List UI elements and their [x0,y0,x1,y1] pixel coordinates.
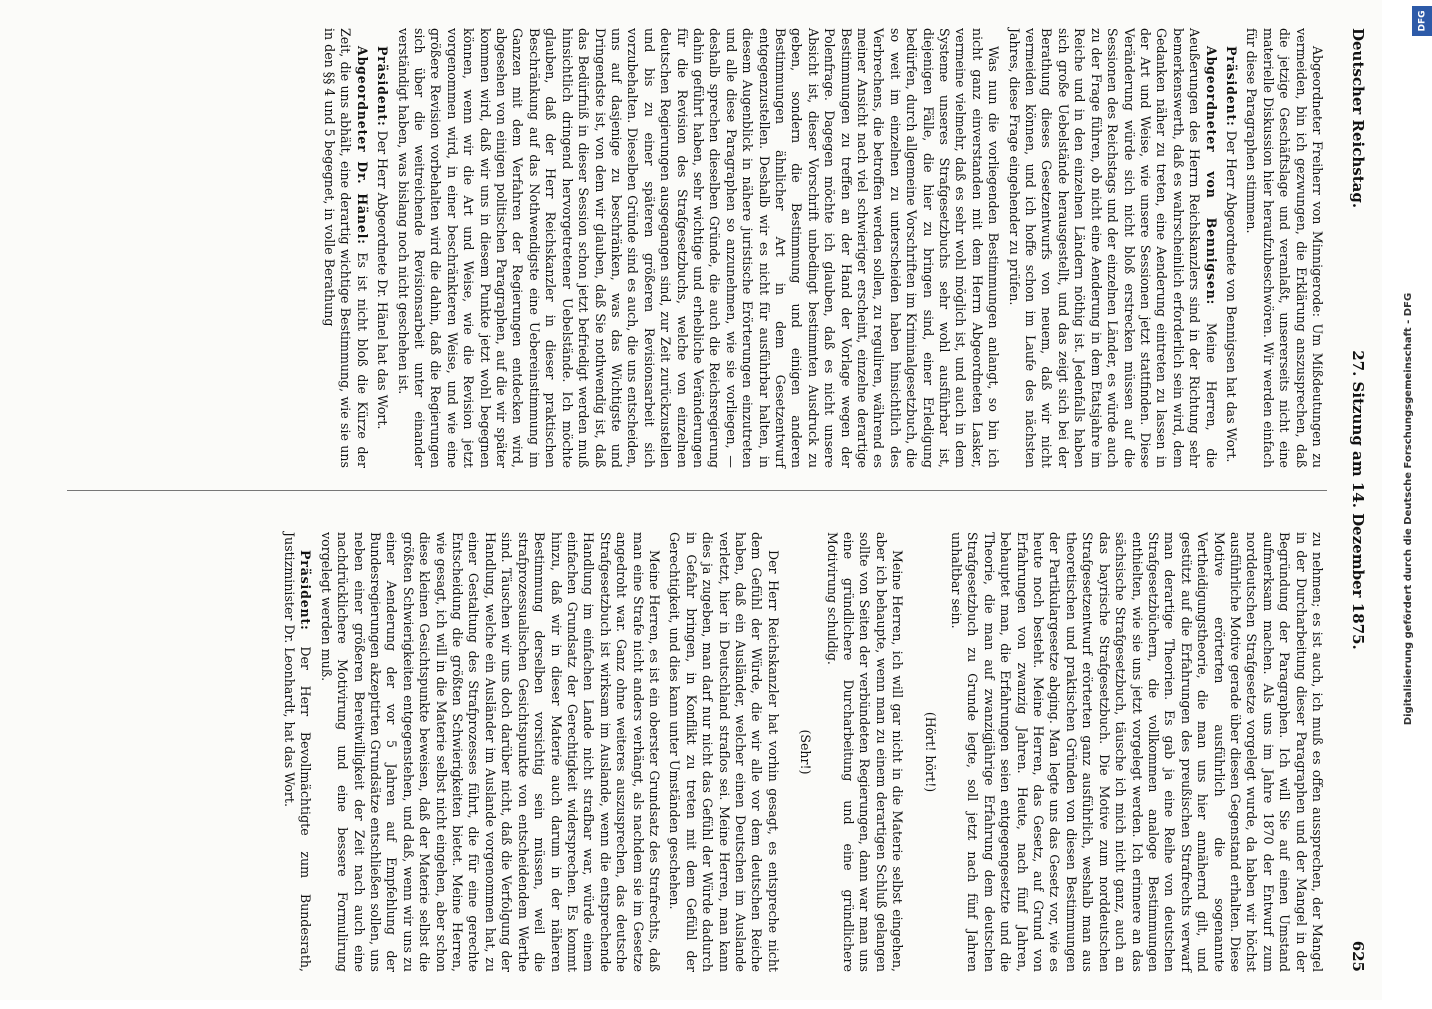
paragraph [281,532,314,972]
paragraph-text: Der Herr Abgeordnete Dr. Hänel hat das Wort. [375,130,391,430]
right-column [15,532,1325,972]
speaker-label: Präsident: [375,46,391,127]
digitization-note: Digitalisierung gefördert durch die Deutsche Forschungsgemeinschaft - DFG [1403,292,1414,726]
dfg-logo-text: DFG [1417,10,1428,32]
paragraph-text: Der Herr Bevollmächtigte zum Bundesrath, Justizminister Dr. Leonhardt, hat das Wort. [282,532,314,972]
column-divider [67,490,1327,491]
reaction: (Sehr!) [798,729,814,775]
paragraph-text: Meine Herren, die Aeußerungen des Herrn Reichskanzlers sind in der Richtung sehr bemerkenswerth, daß es wahrscheinlich erforderlich sein wird, dem Gedanken näher zu treten, eine Aenderung eintreten zu lassen in der Art und Weise, wie unsere Sessionen jetzt stattfinden. Diese Veränderung würde sich nicht bloß erstrecken müssen auf die Sessionen des Reichstags und der einzelnen Länder, es würde auch zu der Frage führen, ob nicht eine Aenderung in dem Etatsjahre im Reiche und in den einzelnen Ländern nöthig ist. Jedenfalls haben sich große Uebelstände herausgestellt, und das zeigt sich bei der Berathung dieses Gesetzentwurfs von neuem, daß wir nicht vermeiden können, und ich hoffe schon im Laufe des nächsten Jahres, diese Frage eingehender zu prüfen. [1006,28,1219,468]
header-session: 27. Sitzung am 14. Dezember 1875. [1349,350,1367,650]
paragraph: Meine Herren, ich will gar nicht in die Materie selbst eingehen, aber ich behaupte, wenn man zu einem derartigen Schluß gelangen sollte von Seiten der verbündeten Regierungen, dann war man uns eine gründlichere Durcharbeitung und eine gründlichere Motivirung schuldig. [824,532,906,972]
speaker-label: Präsident: [298,550,314,631]
left-column [15,28,1325,468]
speaker-label: Präsident: [1223,46,1239,127]
reaction: (Hört! hört!) [922,711,938,793]
header-publication: Deutscher Reichstag. [1349,28,1367,209]
paragraph-text: Der Herr Abgeordnete von Bennigsen hat das Wort. [1223,130,1239,463]
page-header [1341,28,1375,972]
paragraph [1005,28,1218,468]
page-number: 625 [1349,940,1367,972]
paragraph: Meine Herren, es ist ein oberster Grundsatz des Strafrechts, daß man eine Strafe nicht anders verhängt, als nachdem sie im Gesetze angedroht war. Ganz ohne weiteres auszusprechen, das deutsche Strafgesetzbuch ist wirksam im Auslande, wenn die entsprechende Handlung im einfachen Lande nicht strafbar war, würde einem einfachen Grundsatz der Gerechtigkeit widersprechen. Es kommt hinzu, daß wir in dieser Materie auch darum in der näheren Bestimmung derselben vorsichtig sein müssen, weil die strafprozessualischen Gesichtspunkte von entscheidendem Werthe sind. Täuschen wir uns doch darüber nicht, daß die Verfolgung der Handlung, welche ein Ausländer im Auslande vorgenommen hat, zu einer Gestaltung des Strafprozesses führt, die für eine gerechte Entscheidung die größten Schwierigkeiten bietet. Meine Herren, wie gesagt, ich will in die Materie selbst nicht eingehen, aber schon diese kleinen Gesichtspunkte beweisen, daß der Materie selbst die größten Schwierigkeiten entgegenstehen, und daß, wenn wir uns zu einer Aenderung der vor 5 Jahren auf Empfehlung der Bundesregierungen akzeptirten Grundsätze entschließen sollen, uns neben einer größeren Bereitwilligkeit der Zeit nach auch eine nachdrücklichere Motivirung und eine bessere Formulirung vorgelegt werden muß. [318,532,662,972]
paragraph [374,28,390,468]
digitization-sidebar [1382,0,1432,1000]
paragraph: Was nun die vorliegenden Bestimmungen anlangt, so bin ich nicht ganz einverstanden mit dem Herrn Abgeordneten Lasker, vermeine vielmehr, daß es sehr wohl möglich ist, und auch in dem Systeme unseres Strafgesetzbuchs sehr wohl ausführbar ist, diejenigen Fälle, die hier zu bringen sind, einer Erledigung bedürfen, durch allgemeine Vorschriften im Kriminalgesetzbuch, die so weit im einzelnen zu unterscheiden haben hinsichtlich des Verbrechens, die betroffen werden sollen, zu reguliren, während es meiner Ansicht nach viel schwieriger erscheint, einzelne derartige Bestimmungen zu treffen an der Hand der Vorlage wegen der Polenfrage. Dagegen möchte ich glauben, daß es nicht unsere Absicht ist, dieser Vorschrift unbedingt bestimmten Ausdruck zu geben, sondern die Bestimmung und einigen anderen Bestimmungen ähnlicher Art in dem Gesetzentwurf entgegenzustellen. Deshalb wir es nicht für ausführbar halten, in diesem Augenblick in nähere juristische Erörterungen einzutreten und alle diese Paragraphen so anzunehmen, wie sie vorliegen, — deshalb sprechen dieselben Gründe, die auch die Reichsregierung dahin geführt haben, sehr wichtige und erhebliche Veränderungen für die Revision des Strafgesetzbuchs, welche von einzelnen deutschen Regierungen ausgegangen sind, zur Zeit zurückzustellen und bis zu einer späteren größeren Revisionsarbeit sich vorzubehalten. Dieselben Gründe sind es auch, die uns entscheiden, uns auf dasjenige zu beschränken, was das Wichtigste und Dringendste ist, von dem wir glauben, daß Sie nothwendig ist, daß das Bedürfniß in dieser Session schon jetzt befriedigt werden muß hinsichtlich dringend hervorgetretener Uebelstände. Ich möchte glauben, daß der Herr Reichskanzler in dieser praktischen Beschränkung auf das Nothwendigste eine Uebereinstimmung im Ganzen mit dem Verfahren der Regierungen entdecken wird, abgesehen von einigen politischen Paragraphen, auf die wir später kommen wird, daß wir uns in diesem Punkte jetzt wohl begegnen können, wenn wir die Art und Weise, wie die Revision jetzt vorgenommen wird, in einer beschränkteren Weise, und wie eine größere Revision vorbehalten wird die dahin, daß die Regierungen sich über die weitreichende Revisionsarbeit unter einander verständigt haben, was bislang noch nicht geschehen ist. [395,28,1002,468]
paragraph: zu nehmen; es ist auch, ich muß es offen aussprechen, der Mangel in der Durcharbeitung dieser Paragraphen und der Mangel in der Begründung der Paragraphen. Ich will Sie auf einen Umstand aufmerksam machen. Als uns im Jahre 1870 der Entwurf zum norddeutschen Strafgesetze vorgelegt wurde, da haben wir höchst ausführliche Motive gerade über diesen Gegenstand erhalten. Diese Motive erörterten ausführlich die sogenannte Vertheidigungstheorie, die man uns hier annähernd gilt, und gestützt auf die Erfahrungen des preußischen Strafrechts verwarf man derartige Theorien. Es gab ja eine Reihe von deutschen Strafgesetzbüchern, die vollkommen analoge Bestimmungen enthielten, wie sie uns jetzt vorgelegt werden. Ich erinnere an das sächsische Strafgesetzbuch, täusche ich mich nicht ganz, auch an das bayrische Strafgesetzbuch. Die Motive zum norddeutschen Strafgesetzentwurf erörterten ganz ausführlich, weshalb man aus theoretischen und praktischen Gründen von diesen Bestimmungen der Partikulargesetze abging. Man legte uns das Gesetz vor, wie es heute noch besteht. Meine Herren, das Gesetz, auf Grund von Erfahrungen von zwanzig Jahren. Heute, nach fünf Jahren, behauptet man, die Erfahrungen seien entgegengesetzte und die Theorie, die man auf zwanzigjährige Erfahrung dem deutschen Strafgesetzbuch zu Grunde legte, soll jetzt nach fünf Jahren unhaltbar sein. [949,532,1325,972]
paragraph: Der Herr Reichskanzler hat vorhin gesagt, es entspreche nicht dem Gefühl der Würde, die wir alle vor dem deutschen Reiche haben, daß ein Ausländer, welcher einen Deutschen im Auslande verletzt, hier in Deutschland straflos sei. Meine Herren, man kann dies ja zugeben, man darf nur nicht das Gefühl der Würde dadurch in Gefahr bringen, in Konflikt zu treten mit dem Gefühl der Gerechtigkeit, und dies kann unter Umständen geschehen. [667,532,781,972]
paragraph [321,28,370,468]
speaker-label: Abgeordneter Dr. Hänel: [354,46,370,245]
speaker-label: Abgeordneter von Bennigsen: [1203,46,1219,306]
paragraph [1223,28,1239,468]
paragraph: Abgeordneter Freiherr von Minnigerode: Um Mißdeutungen zu vermeiden, bin ich gezwungen, die Erklärung anszusprechen, daß die jetzige Geschäftslage und veranlaßt, unsererseits nicht eine materielle Diskussion hier heraufzubeschwören. Wir werden einfach für diese Paragraphen stimmen. [1244,28,1325,468]
paragraph-text: Es ist nicht bloß die Kürze der Zeit, die uns abhält, eine derartig wichtige Bestimmung, wie sie uns in den §§ 4 und 5 begegnet, in volle Berathung [322,28,370,468]
